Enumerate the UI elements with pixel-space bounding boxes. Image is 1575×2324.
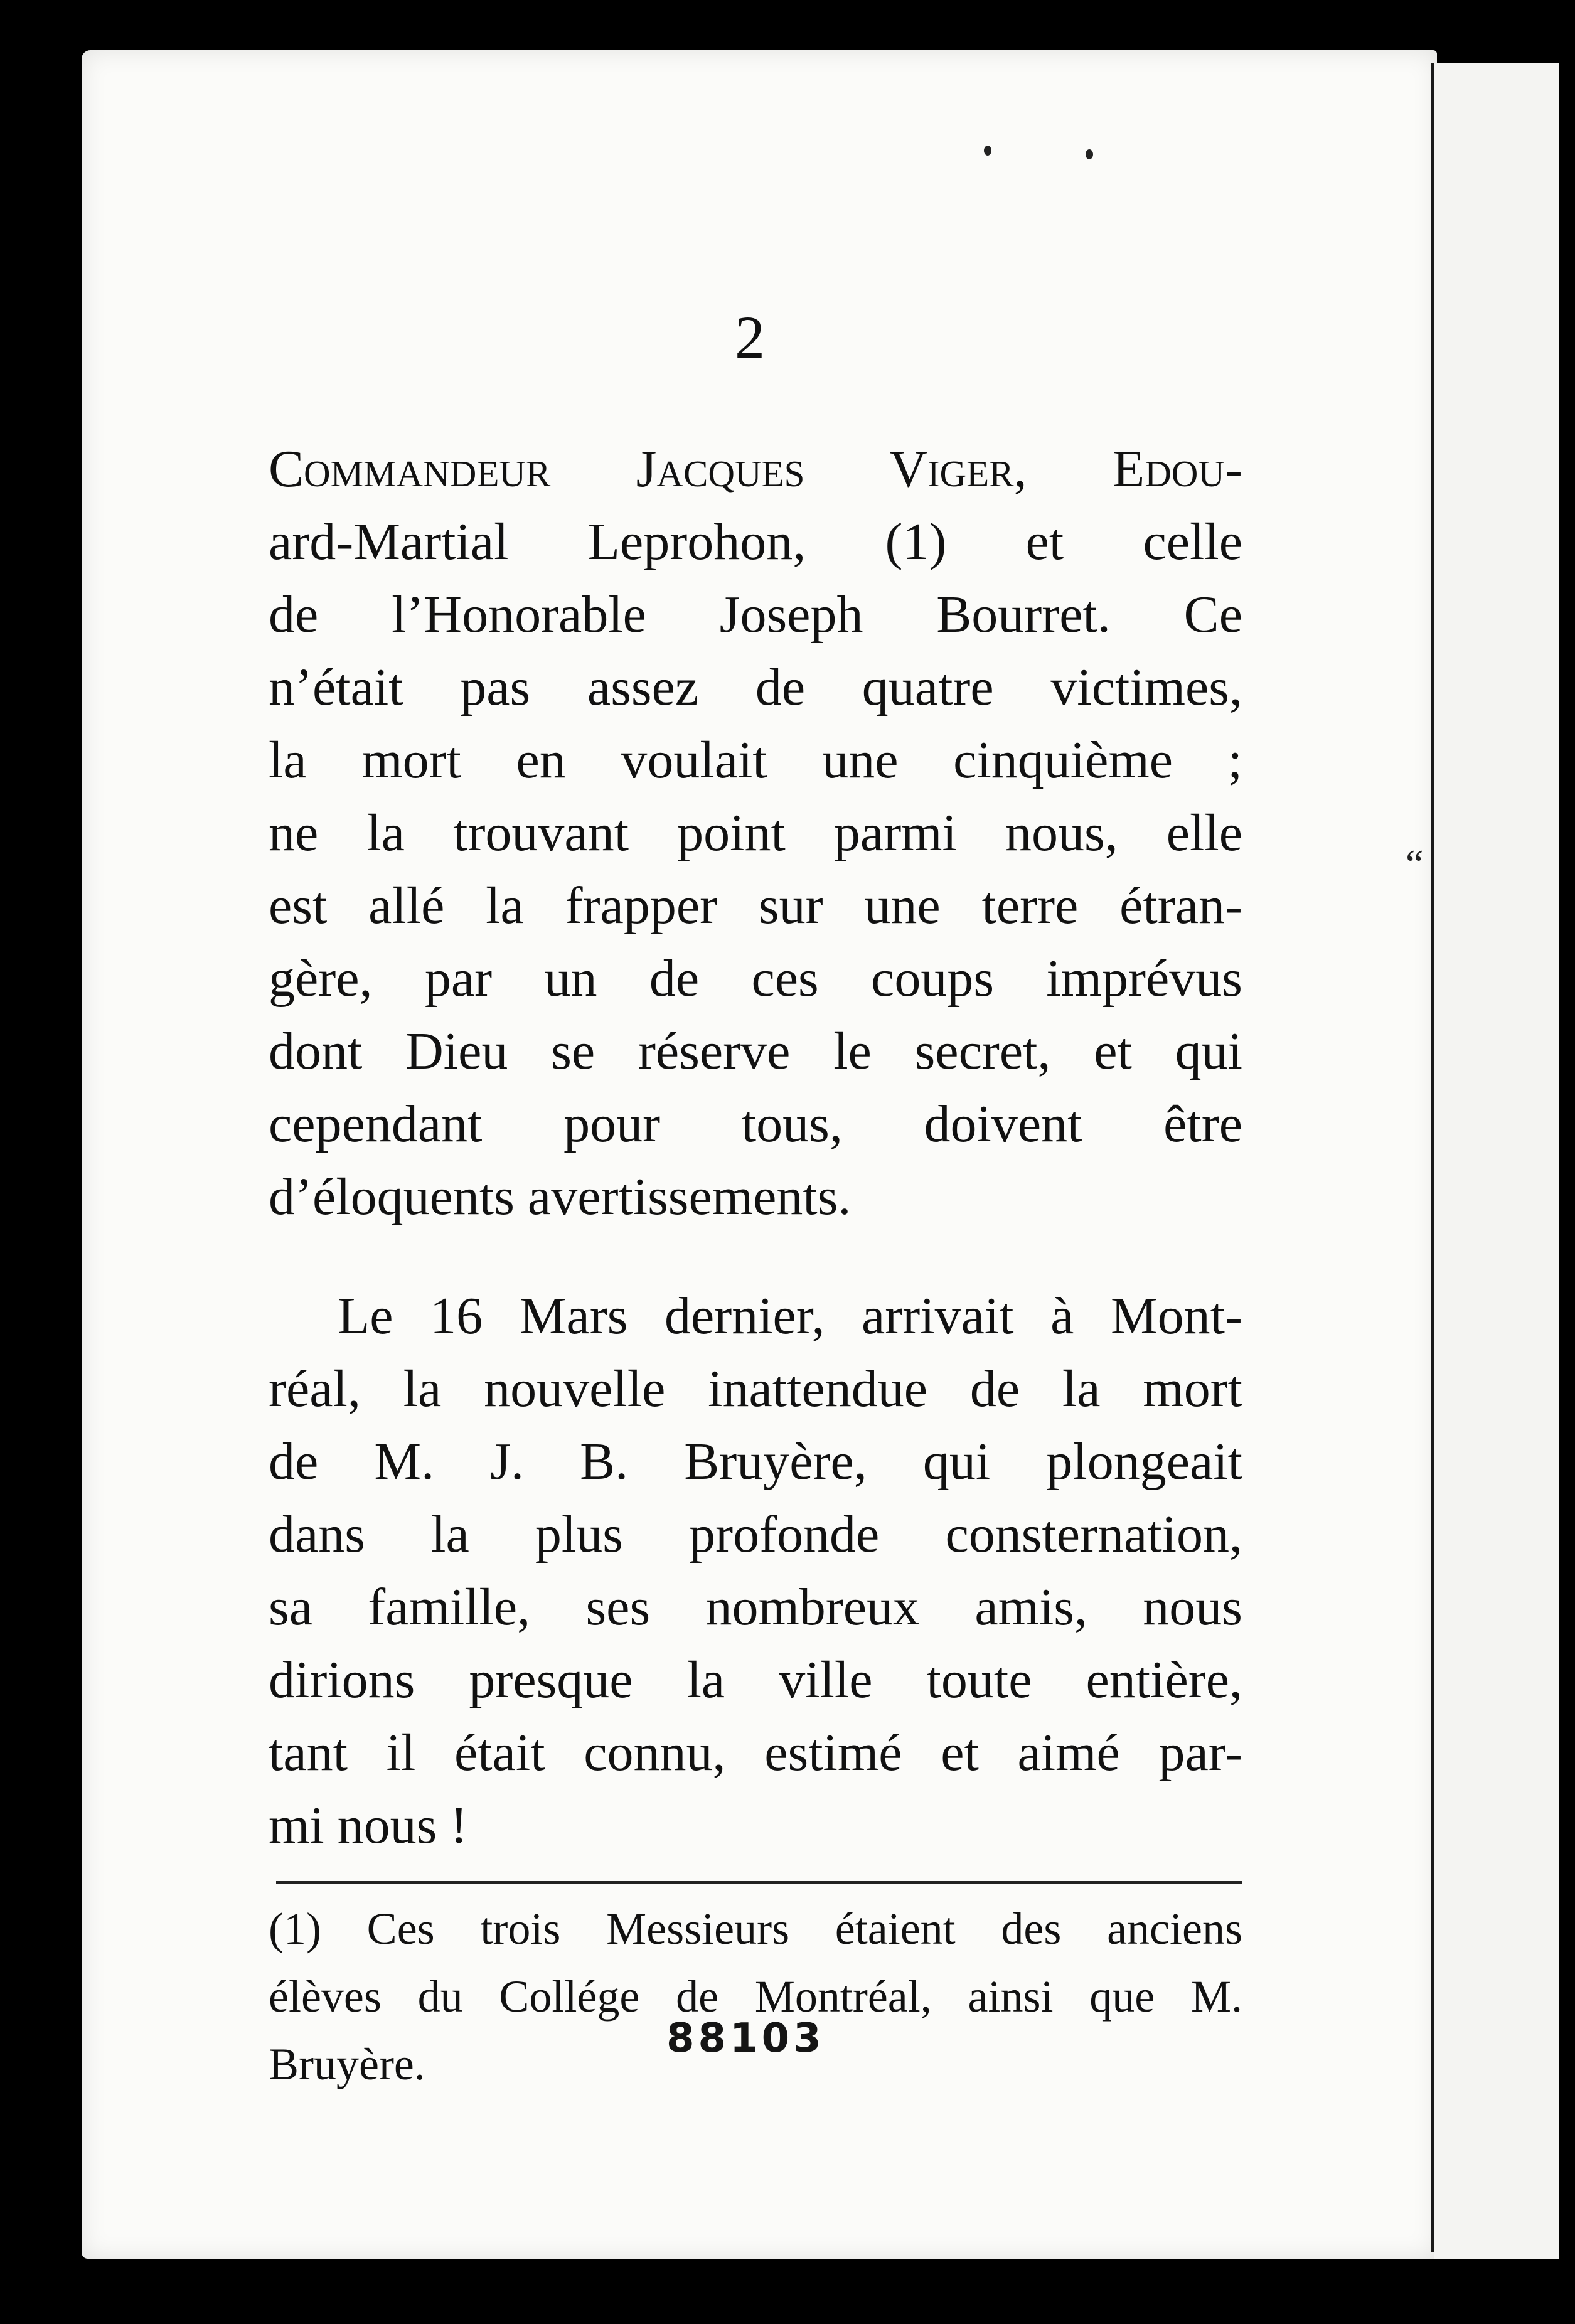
text-line: tant il était connu, estimé et aimé par- xyxy=(269,1724,1242,1782)
text-line: gère, par un de ces coups imprévus xyxy=(269,949,1242,1008)
text-line: dont Dieu se réserve le secret, et qui xyxy=(269,1022,1242,1080)
text-line: mi nous ! xyxy=(269,1796,468,1855)
text-line: dans la plus profonde consternation, xyxy=(269,1505,1242,1564)
text-line: la mort en voulait une cinquième ; xyxy=(269,731,1242,789)
text-line: d’éloquents avertissements. xyxy=(269,1168,852,1226)
ink-speck xyxy=(1086,149,1093,159)
text-line: n’était pas assez de quatre victimes, xyxy=(269,658,1242,717)
ink-speck xyxy=(984,146,991,156)
text-line: est allé la frapper sur une terre étran- xyxy=(269,877,1242,935)
footnote-line: Bruyère. xyxy=(269,2039,425,2089)
text-line: Le 16 Mars dernier, arrivait à Mont- xyxy=(338,1287,1242,1345)
text-line: réal, la nouvelle inattendue de la mort xyxy=(269,1360,1242,1418)
text-line: dirions presque la ville toute entière, xyxy=(269,1651,1242,1709)
text-line: cependant pour tous, doivent être xyxy=(269,1095,1242,1153)
footnote-rule xyxy=(276,1881,1242,1884)
paragraph-2 xyxy=(269,1280,1242,1862)
text-line: ne la trouvant point parmi nous, elle xyxy=(269,804,1242,862)
page-number: 2 xyxy=(735,304,765,371)
manuscript-number: 88103 xyxy=(666,2015,825,2062)
footnote-line: élèves du Collége de Montréal, ainsi que M. xyxy=(269,1971,1242,2022)
text-line: ard-Martial Leprohon, (1) et celle xyxy=(269,513,1242,571)
text-line: sa famille, ses nombreux amis, nous xyxy=(269,1578,1242,1636)
facing-page-mark: “ xyxy=(1406,841,1424,886)
facing-page-edge xyxy=(1434,63,1559,2259)
footnote xyxy=(269,1895,1242,2098)
paragraph-1 xyxy=(269,433,1242,1234)
text-line: de l’Honorable Joseph Bourret. Ce xyxy=(269,585,1242,644)
text-line: Commandeur Jacques Viger, Edou- xyxy=(269,440,1242,498)
footnote-line: (1) Ces trois Messieurs étaient des anciens xyxy=(269,1904,1242,1954)
text-line: de M. J. B. Bruyère, qui plongeait xyxy=(269,1432,1242,1491)
